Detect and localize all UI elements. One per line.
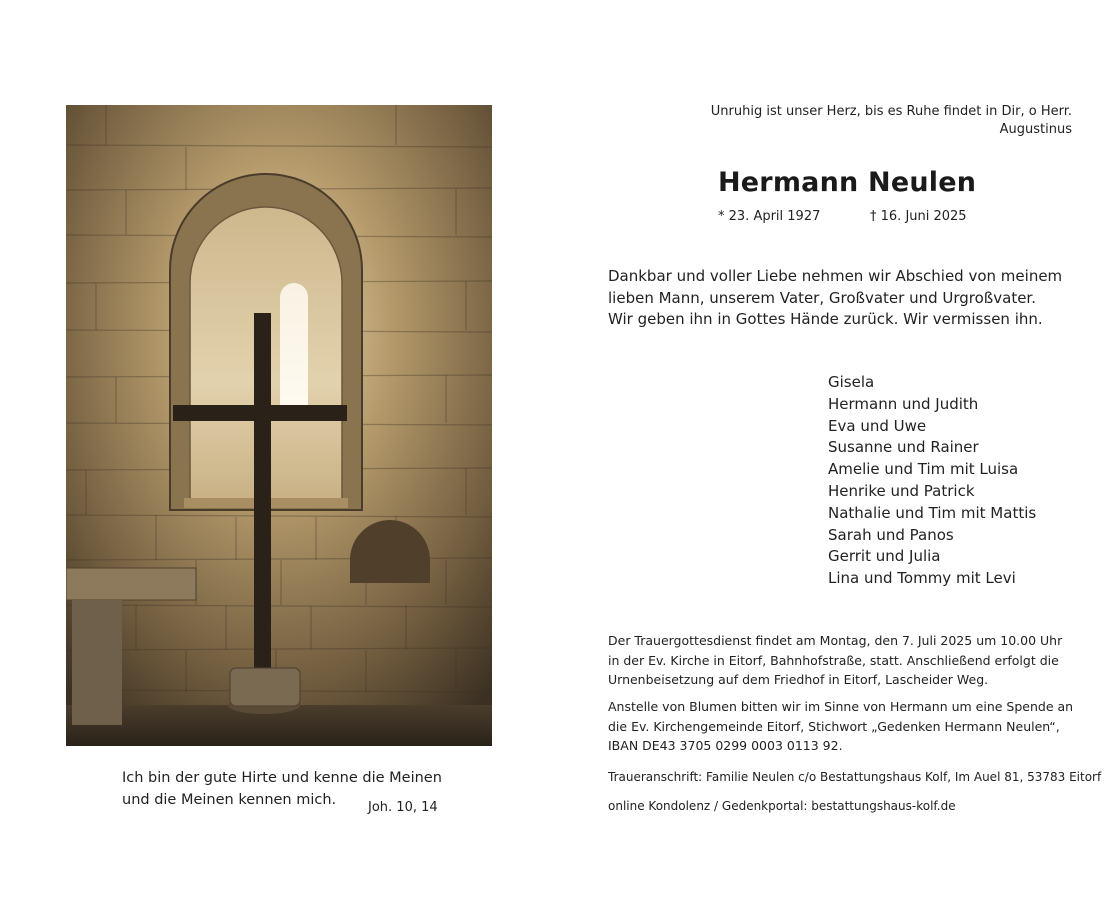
bible-verse-line-2: und die Meinen kennen mich. [122,792,337,808]
donation-line-1: Anstelle von Blumen bitten wir im Sinne von Hermann um eine Spende an [608,699,1074,714]
family-member: Susanne und Rainer [828,438,979,457]
bible-verse-reference: Joh. 10, 14 [368,800,438,815]
bible-verse-line-1: Ich bin der gute Hirte und kenne die Meinen [122,770,442,786]
birth-date: * 23. April 1927 [718,209,821,224]
farewell-line-2: lieben Mann, unserem Vater, Großvater und Urgroßvater. [608,288,1036,307]
family-member: Sarah und Panos [828,525,954,544]
farewell-line-3: Wir geben ihn in Gottes Hände zurück. Wir vermissen ihn. [608,310,1043,328]
donation-line-2: die Ev. Kirchengemeinde Eitorf, Stichwort „Gedenken Hermann Neulen“, [608,718,1060,734]
farewell-line-1: Dankbar und voller Liebe nehmen wir Abschied von meinem [608,267,1063,285]
motto [652,103,1072,139]
online-condolence: online Kondolenz / Gedenkportal: bestattungshaus-kolf.de [608,799,956,813]
death-date: † 16. Juni 2025 [870,209,967,224]
family-member: Lina und Tommy mit Levi [828,569,1016,588]
family-member: Henrike und Patrick [828,481,975,500]
family-member: Eva und Uwe [828,416,927,435]
donation-info [608,697,1074,756]
family-member: Gerrit und Julia [828,547,941,566]
memorial-photo [66,105,492,746]
family-list [828,372,1036,590]
motto-author: Augustinus [999,122,1072,137]
deceased-name: Hermann Neulen [718,167,977,198]
cross-upright [254,313,271,671]
service-line-3: Urnenbeisetzung auf dem Friedhof in Eitorf, Lascheider Weg. [608,672,989,687]
cross-window-illustration [66,105,492,746]
cross-beam [173,405,347,421]
altar-base [72,600,122,725]
service-info [608,631,1074,690]
service-line-2: in der Ev. Kirche in Eitorf, Bahnhofstraße, statt. Anschließend erfolgt die [608,652,1059,668]
family-member: Nathalie und Tim mit Mattis [828,503,1037,522]
window-light [280,283,308,405]
altar-top [66,568,196,600]
farewell-text [608,266,1072,331]
cross-base [230,668,300,706]
family-member: Hermann und Judith [828,394,979,413]
family-member: Gisela [828,373,875,391]
donation-line-3: IBAN DE43 3705 0299 0003 0113 92. [608,738,843,753]
family-member: Amelie und Tim mit Luisa [828,460,1019,479]
service-line-1: Der Trauergottesdienst findet am Montag, den 7. Juli 2025 um 10.00 Uhr [608,633,1063,648]
mourning-address: Traueranschrift: Familie Neulen c/o Bestattungshaus Kolf, Im Auel 81, 53783 Eitorf [608,770,1102,784]
motto-quote: Unruhig ist unser Herz, bis es Ruhe findet in Dir, o Herr. [710,104,1072,119]
